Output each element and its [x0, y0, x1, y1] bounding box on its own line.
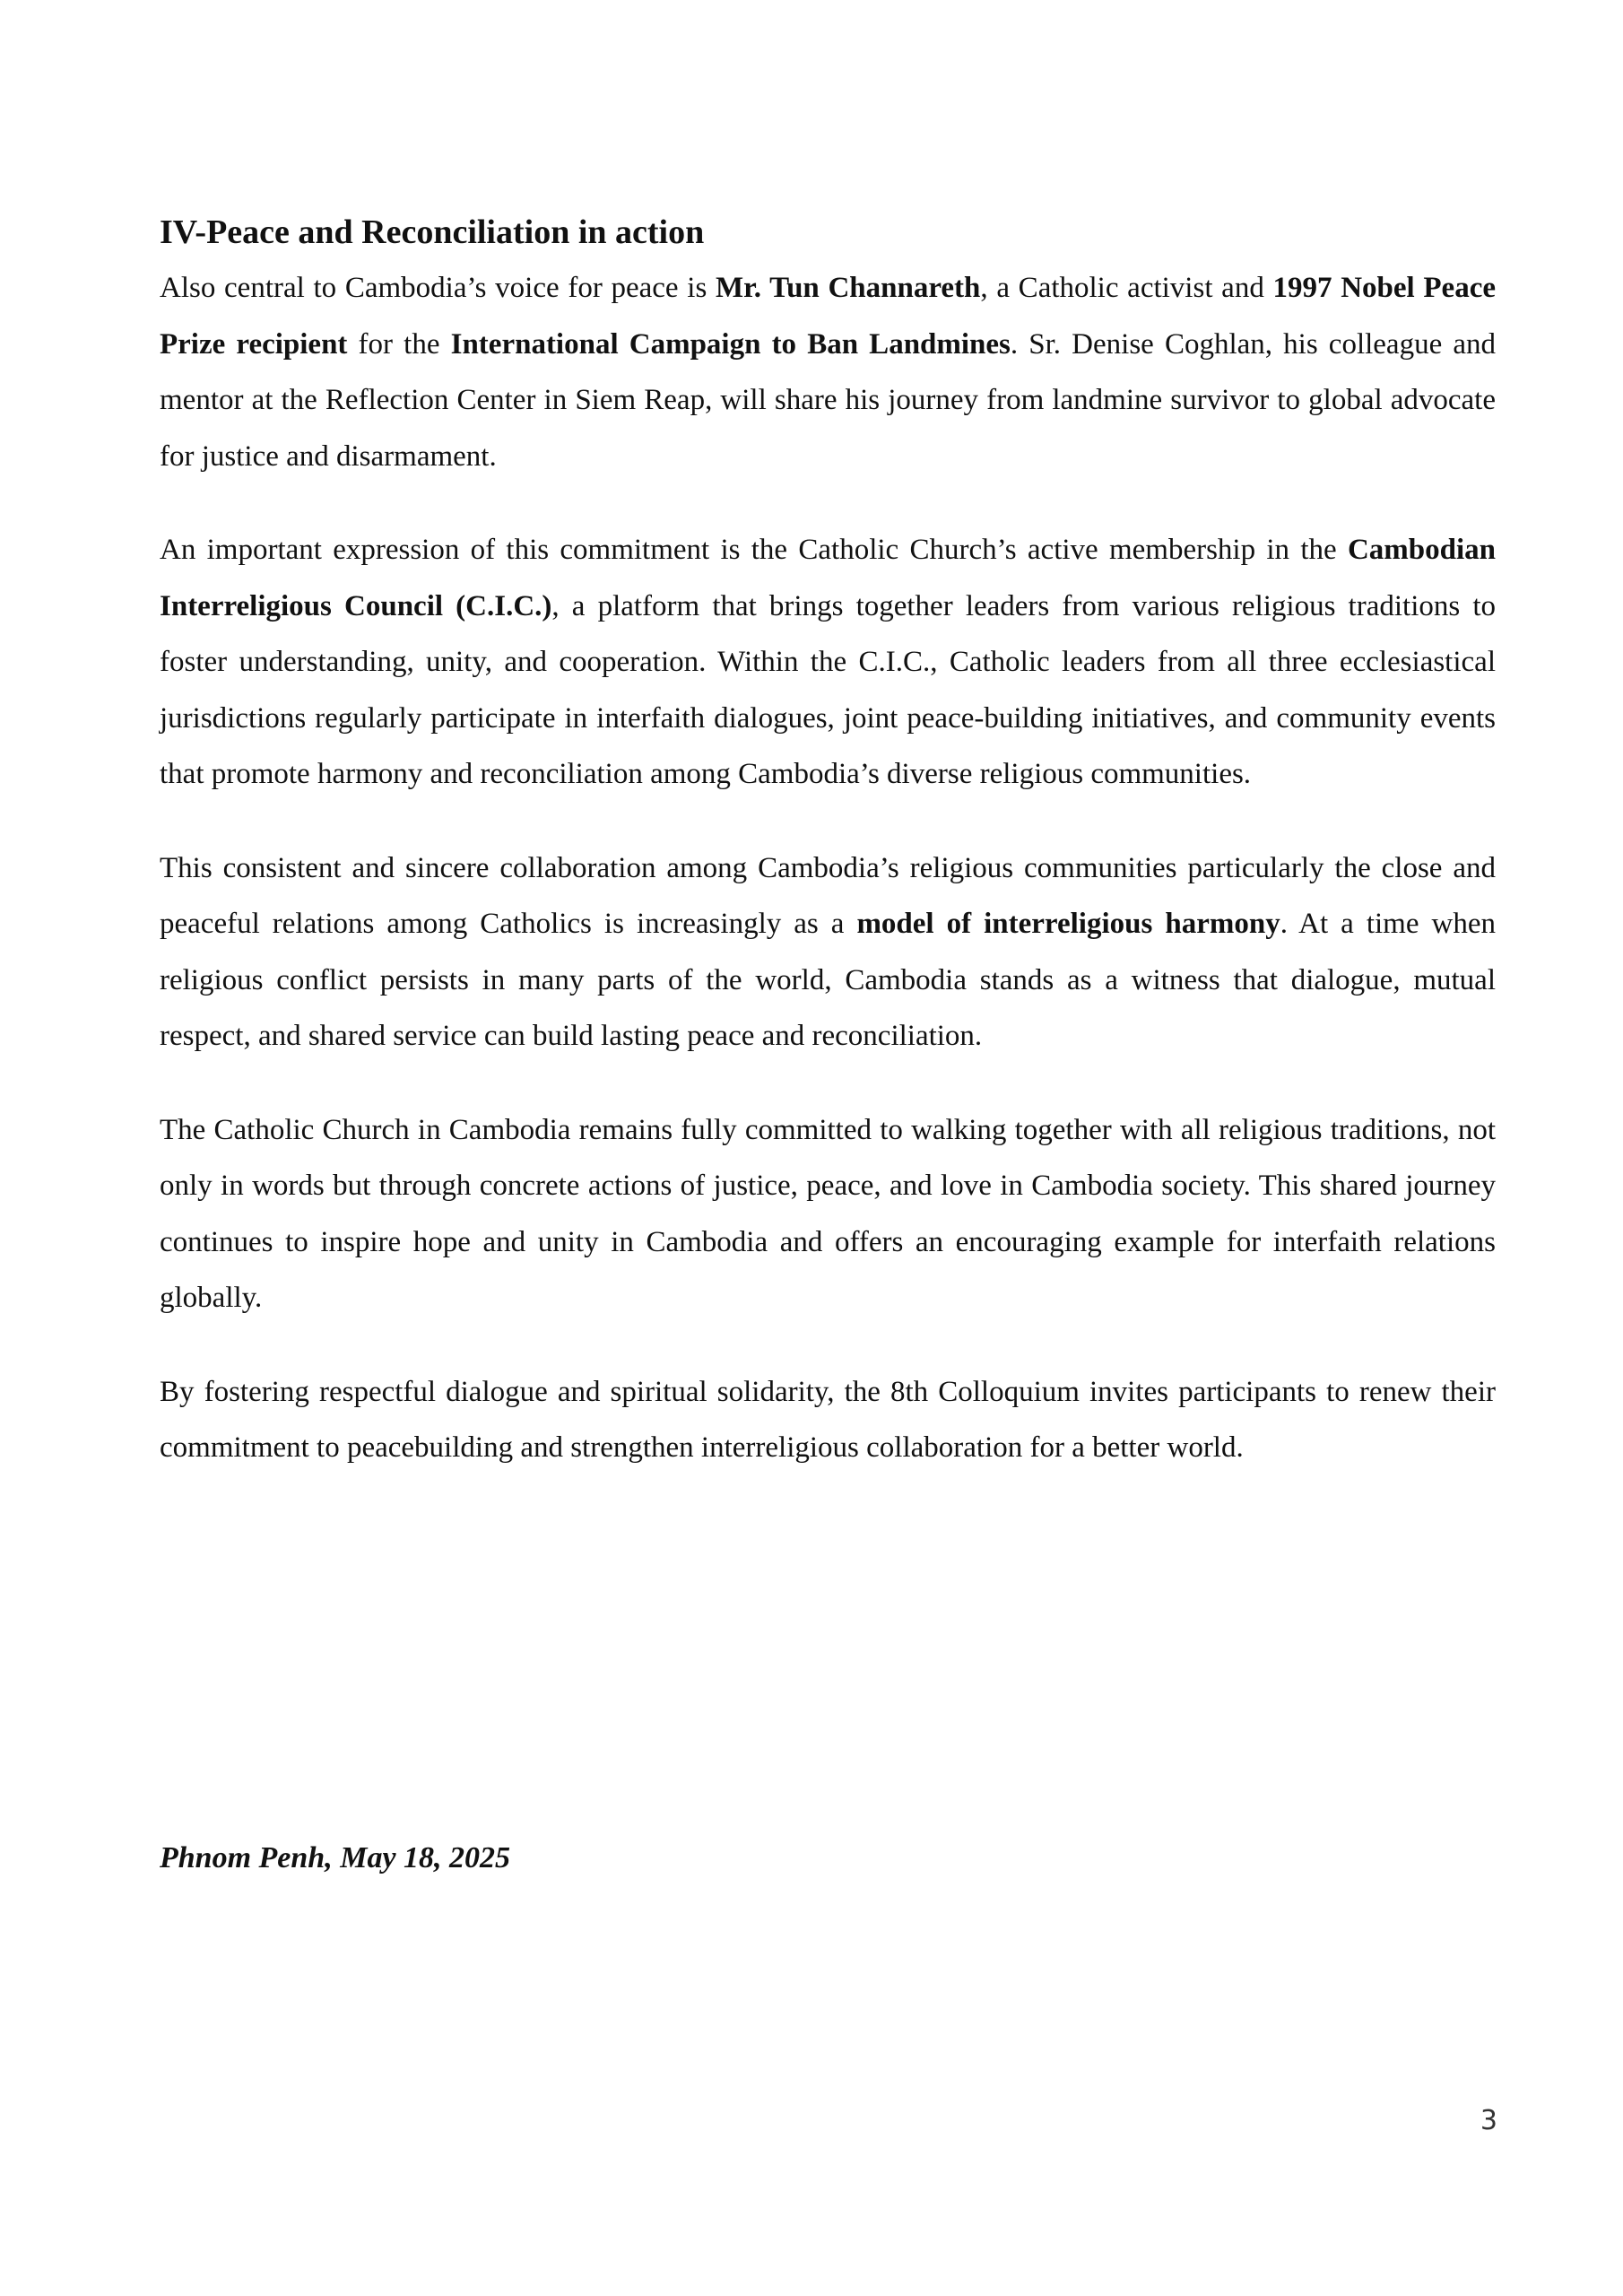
text-run: Also central to Cambodia’s voice for peace is	[160, 272, 716, 304]
text-run: for the	[347, 327, 451, 361]
page-body	[160, 206, 1496, 1514]
bold-text-run: Cambodian Interreligious Council (C.I.C.)	[160, 534, 1496, 622]
place-date: Phnom Penh, May 18, 2025	[160, 1841, 511, 1874]
paragraph-tun-channareth	[160, 260, 1496, 484]
page-number: 3	[1480, 2105, 1497, 2136]
bold-text-run: model of interreligious harmony	[856, 908, 1280, 940]
bold-text-run: 1997 Nobel Peace Prize recipient	[160, 272, 1496, 361]
text-run: The Catholic Church in Cambodia remains fully committed to walking together with all religious traditions, not only in words but through concrete actions of justice, peace, and love in Cambodia society. This shared journey continues to inspire hope and unity in Cambodia and offers an encouraging example for interfaith relations globally.	[160, 1113, 1496, 1314]
text-run: By fostering respectful dialogue and spiritual solidarity, the 8th Colloquium invites participants to renew their commitment to peacebuilding and strengthen interreligious collaboration for a better world.	[160, 1375, 1496, 1464]
paragraph-interreligious-council	[160, 522, 1496, 803]
paragraph-model-of-harmony	[160, 840, 1496, 1065]
section-heading: IV-Peace and Reconciliation in action	[160, 213, 705, 251]
text-run: . At a time when religious conflict persists in many parts of the world, Cambodia stands as a witness that dialogue, mutual respect, and shared service can build lasting peace and reconciliation.	[160, 908, 1496, 1052]
text-run: , a platform that brings together leaders from various religious traditions to foster understanding, unity, and cooperation. Within the C.I.C., Catholic leaders from all three ecclesiastical jurisdictions regularly participate in interfaith dialogues, joint peace-building initiatives, and community events that promote harmony and reconciliation among Cambodia’s diverse religious communities.	[160, 589, 1497, 790]
text-run: , a Catholic activist and	[980, 272, 1273, 304]
text-run: An important expression of this commitment is the Catholic Church’s active membership in the	[160, 534, 1348, 566]
bold-text-run: International Campaign to Ban Landmines	[450, 327, 1011, 361]
text-run: This consistent and sincere collaboration among Cambodia’s religious communities particularly the close and peaceful relations among Catholics is increasingly as a	[160, 851, 1496, 940]
paragraph-colloquium-invitation	[160, 1364, 1496, 1476]
text-run: . Sr. Denise Coghlan, his colleague and mentor at the Reflection Center in Siem Reap, will share his journey from landmine survivor to global advocate for justice and disarmament.	[160, 327, 1496, 473]
paragraph-church-commitment	[160, 1102, 1496, 1326]
bold-text-run: Mr. Tun Channareth	[715, 272, 981, 304]
